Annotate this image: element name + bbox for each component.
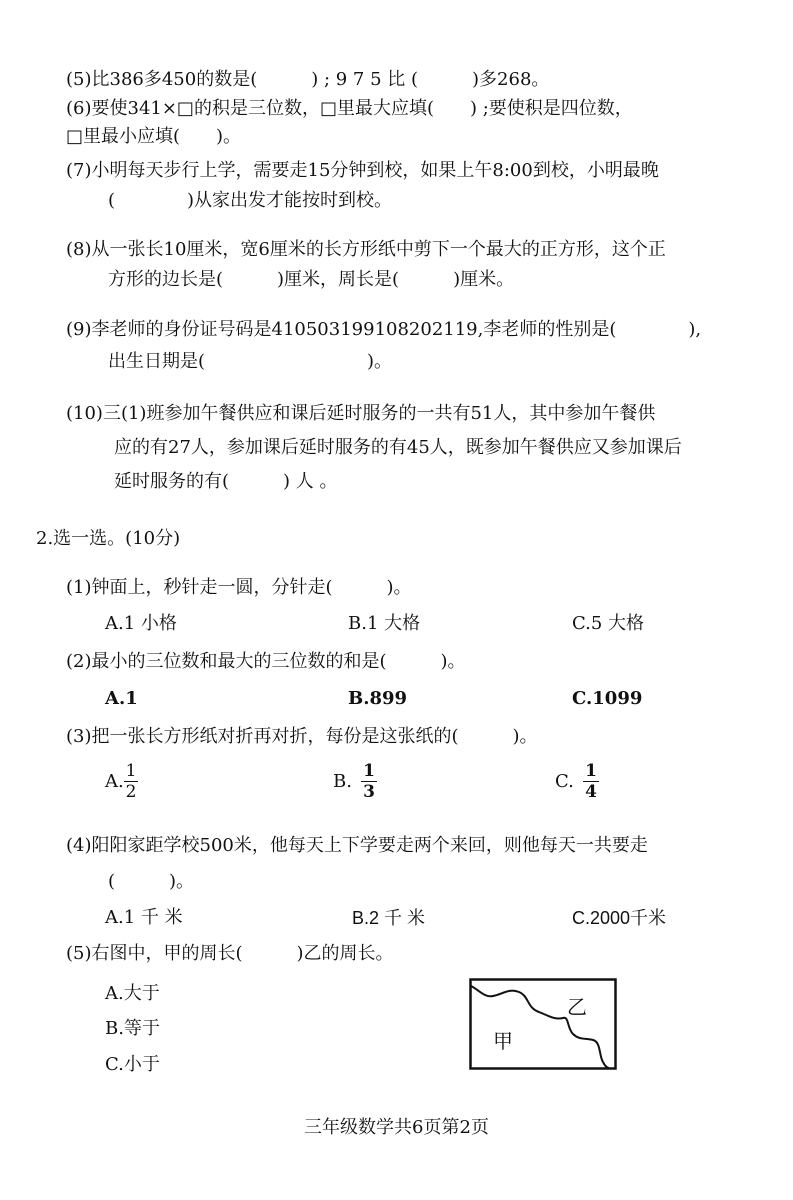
question-6-line-2: □里最小应填( )。 [66, 126, 242, 147]
mc-q3-option-c-label: C. [555, 771, 574, 792]
mc-question-5: (5)右图中，甲的周长( )乙的周长。 [66, 943, 394, 964]
mc-question-4-line-2: ( )。 [108, 871, 195, 892]
question-6-line-1: (6)要使341×□的积是三位数，□里最大应填( ) ;要使积是四位数， [66, 98, 633, 119]
mc-q1-option-a: A.1 小格 [105, 613, 177, 634]
mc-question-3: (3)把一张长方形纸对折再对折，每份是这张纸的( )。 [66, 726, 538, 747]
mc-q5-option-b: B.等于 [105, 1018, 160, 1039]
mc-q5-option-c: C.小于 [105, 1054, 160, 1075]
mc-q2-option-c: C.1099 [572, 688, 643, 709]
fraction-c-denominator: 4 [585, 782, 597, 802]
question-10-line-3: 延时服务的有( ) 人 。 [114, 471, 338, 492]
fraction-a-numerator: 1 [125, 761, 137, 781]
mc-question-1: (1)钟面上，秒针走一圆，分针走( )。 [66, 577, 412, 598]
mc-q5-option-a: A.大于 [105, 983, 160, 1004]
question-7-line-2: ( )从家出发才能按时到校。 [108, 190, 393, 211]
mc-q3-fraction-c [583, 762, 599, 801]
mc-q1-option-b: B.1 大格 [348, 613, 421, 634]
mc-q3-option-a-label: A. [105, 771, 124, 792]
mc-q4-option-a: A.1 千 米 [105, 907, 183, 928]
fraction-b-numerator: 1 [363, 761, 375, 781]
mc-q3-fraction-a [124, 762, 138, 801]
mc-q2-option-b: B.899 [348, 688, 408, 709]
page-footer: 三年级数学共6页第2页 [304, 1117, 489, 1138]
mc-q4-option-b: B.2 千 米 [352, 908, 426, 928]
figure-label-jia: 甲 [493, 1029, 513, 1053]
figure-label-yi: 乙 [567, 995, 587, 1019]
section-2-title: 2.选一选。(10分) [36, 528, 181, 549]
question-10-line-2: 应的有27人，参加课后延时服务的有45人，既参加午餐供应又参加课后 [114, 437, 682, 458]
figure-dividing-curve [471, 986, 609, 1068]
figure-outer-rectangle [471, 980, 616, 1069]
question-9-line-1: (9)李老师的身份证号码是410503199108202119,李老师的性别是( ), [66, 319, 702, 340]
mc-q3-fraction-b [361, 762, 377, 801]
mc-q2-option-a: A.1 [105, 688, 138, 709]
mc-q3-option-b-label: B. [333, 771, 352, 792]
question-9-line-2: 出生日期是( )。 [108, 351, 393, 372]
mc-question-2: (2)最小的三位数和最大的三位数的和是( )。 [66, 651, 466, 672]
question-10-line-1: (10)三(1)班参加午餐供应和课后延时服务的一共有51人，其中参加午餐供 [66, 403, 656, 424]
question-8-line-2: 方形的边长是( )厘米，周长是( )厘米。 [108, 269, 515, 290]
mc-q1-option-c: C.5 大格 [572, 613, 645, 634]
fraction-b-denominator: 3 [363, 782, 375, 802]
question-7-line-1: (7)小明每天步行上学，需要走15分钟到校，如果上午8:00到校，小明最晚 [66, 160, 659, 181]
question-8-line-1: (8)从一张长10厘米，宽6厘米的长方形纸中剪下一个最大的正方形，这个正 [66, 239, 666, 260]
question-5: (5)比386多450的数是( ) ; 9 7 5 比 ( )多268。 [66, 69, 550, 90]
fraction-a-denominator: 2 [125, 782, 137, 802]
fraction-c-numerator: 1 [585, 761, 597, 781]
perimeter-figure [469, 978, 619, 1072]
mc-question-4-line-1: (4)阳阳家距学校500米，他每天上下学要走两个来回，则他每天一共要走 [66, 835, 648, 856]
mc-q4-option-c: C.2000千米 [572, 908, 667, 928]
